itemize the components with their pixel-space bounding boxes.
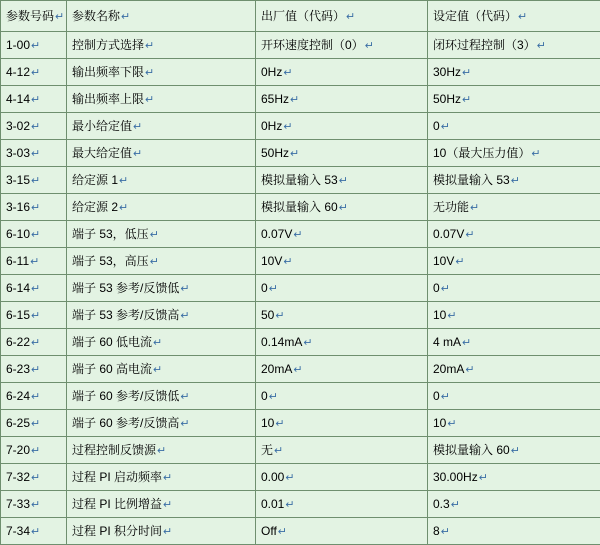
cell-setting bbox=[428, 86, 600, 113]
pilcrow-icon: ↵ bbox=[30, 202, 40, 214]
pilcrow-icon: ↵ bbox=[30, 418, 40, 430]
pilcrow-icon: ↵ bbox=[289, 148, 299, 160]
pilcrow-icon: ↵ bbox=[156, 445, 166, 457]
column-header-setting bbox=[428, 1, 600, 32]
pilcrow-icon: ↵ bbox=[510, 445, 520, 457]
pilcrow-icon: ↵ bbox=[30, 526, 40, 538]
cell-code bbox=[1, 464, 67, 491]
cell-factory-text: Off bbox=[261, 524, 277, 538]
pilcrow-icon: ↵ bbox=[364, 40, 374, 52]
pilcrow-icon: ↵ bbox=[464, 229, 474, 241]
cell-setting-text: 0 bbox=[433, 281, 440, 295]
cell-code-text: 7-20 bbox=[6, 443, 30, 457]
pilcrow-icon: ↵ bbox=[30, 337, 40, 349]
pilcrow-icon: ↵ bbox=[132, 121, 142, 133]
pilcrow-icon: ↵ bbox=[274, 418, 284, 430]
cell-name-text: 输出频率上限 bbox=[72, 92, 144, 106]
table-row bbox=[1, 275, 600, 302]
cell-setting bbox=[428, 59, 600, 86]
table-row bbox=[1, 86, 600, 113]
cell-factory-text: 无 bbox=[261, 443, 273, 457]
pilcrow-icon: ↵ bbox=[54, 11, 64, 23]
cell-factory bbox=[256, 113, 428, 140]
pilcrow-icon: ↵ bbox=[162, 499, 172, 511]
cell-code-text: 6-25 bbox=[6, 416, 30, 430]
cell-factory bbox=[256, 275, 428, 302]
cell-setting bbox=[428, 464, 600, 491]
pilcrow-icon: ↵ bbox=[144, 40, 154, 52]
pilcrow-icon: ↵ bbox=[440, 391, 450, 403]
cell-name-text: 端子 60 高电流 bbox=[72, 362, 152, 376]
cell-setting bbox=[428, 275, 600, 302]
pilcrow-icon: ↵ bbox=[152, 337, 162, 349]
pilcrow-icon: ↵ bbox=[162, 472, 172, 484]
pilcrow-icon: ↵ bbox=[179, 283, 189, 295]
pilcrow-icon: ↵ bbox=[345, 11, 355, 23]
cell-factory bbox=[256, 491, 428, 518]
cell-factory-text: 模拟量输入 60 bbox=[261, 200, 338, 214]
cell-setting-text: 50Hz bbox=[433, 92, 461, 106]
cell-code bbox=[1, 518, 67, 545]
table-row bbox=[1, 410, 600, 437]
cell-name bbox=[67, 32, 256, 59]
cell-setting bbox=[428, 329, 600, 356]
cell-code bbox=[1, 32, 67, 59]
pilcrow-icon: ↵ bbox=[179, 418, 189, 430]
cell-name bbox=[67, 356, 256, 383]
pilcrow-icon: ↵ bbox=[268, 283, 278, 295]
cell-code bbox=[1, 194, 67, 221]
cell-factory bbox=[256, 140, 428, 167]
cell-setting-text: 0.07V bbox=[433, 227, 464, 241]
cell-code-text: 6-10 bbox=[6, 227, 30, 241]
pilcrow-icon: ↵ bbox=[30, 283, 40, 295]
pilcrow-icon: ↵ bbox=[536, 40, 546, 52]
table-header-row bbox=[1, 1, 600, 32]
cell-factory-text: 0 bbox=[261, 389, 268, 403]
cell-code-text: 6-11 bbox=[6, 254, 29, 268]
cell-name-text: 端子 60 参考/反馈低 bbox=[72, 389, 179, 403]
cell-name bbox=[67, 113, 256, 140]
cell-code-text: 1-00 bbox=[6, 38, 30, 52]
pilcrow-icon: ↵ bbox=[302, 337, 312, 349]
pilcrow-icon: ↵ bbox=[284, 499, 294, 511]
pilcrow-icon: ↵ bbox=[30, 391, 40, 403]
table-row bbox=[1, 329, 600, 356]
column-header-name-text: 参数名称 bbox=[72, 9, 120, 23]
pilcrow-icon: ↵ bbox=[120, 11, 130, 23]
cell-setting-text: 模拟量输入 60 bbox=[433, 443, 510, 457]
cell-setting bbox=[428, 248, 600, 275]
cell-factory-text: 0 bbox=[261, 281, 268, 295]
pilcrow-icon: ↵ bbox=[30, 94, 40, 106]
cell-setting bbox=[428, 32, 600, 59]
cell-factory-text: 模拟量输入 53 bbox=[261, 173, 338, 187]
pilcrow-icon: ↵ bbox=[30, 229, 40, 241]
column-header-name bbox=[67, 1, 256, 32]
cell-name-text: 最小给定值 bbox=[72, 119, 132, 133]
cell-code-text: 6-23 bbox=[6, 362, 30, 376]
cell-setting-text: 30.00Hz bbox=[433, 470, 478, 484]
table-row bbox=[1, 383, 600, 410]
cell-setting bbox=[428, 491, 600, 518]
pilcrow-icon: ↵ bbox=[132, 148, 142, 160]
cell-setting-text: 20mA bbox=[433, 362, 464, 376]
pilcrow-icon: ↵ bbox=[478, 472, 488, 484]
cell-factory-text: 0.07V bbox=[261, 227, 292, 241]
pilcrow-icon: ↵ bbox=[118, 202, 128, 214]
cell-factory bbox=[256, 464, 428, 491]
cell-code-text: 3-03 bbox=[6, 146, 30, 160]
pilcrow-icon: ↵ bbox=[464, 364, 474, 376]
pilcrow-icon: ↵ bbox=[30, 310, 40, 322]
cell-factory bbox=[256, 248, 428, 275]
cell-code bbox=[1, 275, 67, 302]
column-header-code-text: 参数号码 bbox=[6, 9, 54, 23]
cell-setting bbox=[428, 140, 600, 167]
cell-factory bbox=[256, 302, 428, 329]
cell-name bbox=[67, 275, 256, 302]
pilcrow-icon: ↵ bbox=[461, 337, 471, 349]
cell-name-text: 输出频率下限 bbox=[72, 65, 144, 79]
pilcrow-icon: ↵ bbox=[461, 67, 471, 79]
cell-name bbox=[67, 410, 256, 437]
pilcrow-icon: ↵ bbox=[162, 526, 172, 538]
cell-name-text: 端子 53，高压 bbox=[72, 254, 149, 268]
cell-name bbox=[67, 59, 256, 86]
cell-factory bbox=[256, 383, 428, 410]
pilcrow-icon: ↵ bbox=[149, 229, 159, 241]
table-row bbox=[1, 437, 600, 464]
cell-factory bbox=[256, 86, 428, 113]
pilcrow-icon: ↵ bbox=[268, 391, 278, 403]
cell-setting-text: 10 bbox=[433, 416, 446, 430]
cell-factory-text: 0Hz bbox=[261, 119, 282, 133]
cell-name-text: 端子 53，低压 bbox=[72, 227, 149, 241]
cell-name bbox=[67, 194, 256, 221]
cell-code-text: 7-32 bbox=[6, 470, 30, 484]
cell-code-text: 6-15 bbox=[6, 308, 30, 322]
cell-setting bbox=[428, 356, 600, 383]
pilcrow-icon: ↵ bbox=[510, 175, 520, 187]
cell-code bbox=[1, 140, 67, 167]
pilcrow-icon: ↵ bbox=[30, 472, 40, 484]
cell-code-text: 3-02 bbox=[6, 119, 30, 133]
cell-factory bbox=[256, 221, 428, 248]
cell-factory bbox=[256, 329, 428, 356]
cell-name bbox=[67, 221, 256, 248]
cell-code bbox=[1, 86, 67, 113]
cell-name-text: 最大给定值 bbox=[72, 146, 132, 160]
cell-factory bbox=[256, 32, 428, 59]
cell-factory-text: 0.00 bbox=[261, 470, 284, 484]
pilcrow-icon: ↵ bbox=[118, 175, 128, 187]
cell-factory-text: 20mA bbox=[261, 362, 292, 376]
cell-name bbox=[67, 329, 256, 356]
table-row bbox=[1, 167, 600, 194]
cell-code bbox=[1, 356, 67, 383]
cell-code bbox=[1, 59, 67, 86]
cell-factory bbox=[256, 410, 428, 437]
pilcrow-icon: ↵ bbox=[446, 418, 456, 430]
cell-name bbox=[67, 140, 256, 167]
pilcrow-icon: ↵ bbox=[274, 310, 284, 322]
cell-factory-text: 50Hz bbox=[261, 146, 289, 160]
cell-name bbox=[67, 248, 256, 275]
cell-setting bbox=[428, 518, 600, 545]
pilcrow-icon: ↵ bbox=[454, 256, 464, 268]
cell-name bbox=[67, 437, 256, 464]
table-row bbox=[1, 194, 600, 221]
cell-name-text: 端子 53 参考/反馈低 bbox=[72, 281, 179, 295]
pilcrow-icon: ↵ bbox=[30, 175, 40, 187]
pilcrow-icon: ↵ bbox=[292, 364, 302, 376]
pilcrow-icon: ↵ bbox=[30, 364, 40, 376]
pilcrow-icon: ↵ bbox=[179, 391, 189, 403]
cell-factory-text: 50 bbox=[261, 308, 274, 322]
cell-name-text: 过程 PI 比例增益 bbox=[72, 497, 162, 511]
cell-name bbox=[67, 302, 256, 329]
pilcrow-icon: ↵ bbox=[530, 148, 540, 160]
cell-factory-text: 0Hz bbox=[261, 65, 282, 79]
cell-name bbox=[67, 464, 256, 491]
cell-name bbox=[67, 518, 256, 545]
cell-name bbox=[67, 491, 256, 518]
pilcrow-icon: ↵ bbox=[282, 67, 292, 79]
pilcrow-icon: ↵ bbox=[30, 445, 40, 457]
cell-setting bbox=[428, 167, 600, 194]
cell-code bbox=[1, 167, 67, 194]
cell-setting-text: 模拟量输入 53 bbox=[433, 173, 510, 187]
cell-setting-text: 0 bbox=[433, 389, 440, 403]
pilcrow-icon: ↵ bbox=[29, 256, 39, 268]
pilcrow-icon: ↵ bbox=[440, 526, 450, 538]
cell-setting-text: 无功能 bbox=[433, 200, 469, 214]
cell-name-text: 过程 PI 启动频率 bbox=[72, 470, 162, 484]
pilcrow-icon: ↵ bbox=[30, 499, 40, 511]
cell-setting-text: 10（最大压力值） bbox=[433, 146, 530, 160]
pilcrow-icon: ↵ bbox=[30, 148, 40, 160]
cell-setting-text: 闭环过程控制（3） bbox=[433, 38, 536, 52]
pilcrow-icon: ↵ bbox=[517, 11, 527, 23]
pilcrow-icon: ↵ bbox=[30, 121, 40, 133]
cell-setting-text: 10V bbox=[433, 254, 454, 268]
cell-code-text: 3-16 bbox=[6, 200, 30, 214]
cell-name-text: 控制方式选择 bbox=[72, 38, 144, 52]
cell-setting-text: 30Hz bbox=[433, 65, 461, 79]
cell-code bbox=[1, 302, 67, 329]
pilcrow-icon: ↵ bbox=[461, 94, 471, 106]
cell-name-text: 过程控制反馈源 bbox=[72, 443, 156, 457]
cell-factory-text: 开环速度控制（0） bbox=[261, 38, 364, 52]
cell-setting-text: 0 bbox=[433, 119, 440, 133]
cell-name bbox=[67, 383, 256, 410]
pilcrow-icon: ↵ bbox=[152, 364, 162, 376]
pilcrow-icon: ↵ bbox=[273, 445, 283, 457]
cell-factory-text: 65Hz bbox=[261, 92, 289, 106]
cell-code bbox=[1, 491, 67, 518]
pilcrow-icon: ↵ bbox=[277, 526, 287, 538]
cell-code bbox=[1, 221, 67, 248]
cell-code bbox=[1, 437, 67, 464]
pilcrow-icon: ↵ bbox=[469, 202, 479, 214]
cell-factory bbox=[256, 518, 428, 545]
cell-setting-text: 4 mA bbox=[433, 335, 461, 349]
pilcrow-icon: ↵ bbox=[440, 283, 450, 295]
table-row bbox=[1, 221, 600, 248]
cell-code bbox=[1, 410, 67, 437]
table-row bbox=[1, 140, 600, 167]
cell-setting bbox=[428, 437, 600, 464]
cell-name-text: 端子 60 参考/反馈高 bbox=[72, 416, 179, 430]
cell-code bbox=[1, 329, 67, 356]
table-row bbox=[1, 59, 600, 86]
cell-code-text: 7-34 bbox=[6, 524, 30, 538]
cell-code-text: 6-14 bbox=[6, 281, 30, 295]
cell-name-text: 端子 60 低电流 bbox=[72, 335, 152, 349]
pilcrow-icon: ↵ bbox=[440, 121, 450, 133]
pilcrow-icon: ↵ bbox=[292, 229, 302, 241]
cell-name-text: 给定源 2 bbox=[72, 200, 118, 214]
table-row bbox=[1, 302, 600, 329]
cell-factory-text: 0.14mA bbox=[261, 335, 302, 349]
cell-factory bbox=[256, 167, 428, 194]
pilcrow-icon: ↵ bbox=[450, 499, 460, 511]
table-body bbox=[1, 1, 600, 545]
pilcrow-icon: ↵ bbox=[282, 121, 292, 133]
cell-factory bbox=[256, 437, 428, 464]
table-row bbox=[1, 518, 600, 545]
table-row bbox=[1, 113, 600, 140]
column-header-factory-text: 出厂值（代码） bbox=[261, 9, 345, 23]
cell-setting-text: 10 bbox=[433, 308, 446, 322]
cell-factory bbox=[256, 356, 428, 383]
pilcrow-icon: ↵ bbox=[144, 94, 154, 106]
column-header-setting-text: 设定值（代码） bbox=[433, 9, 517, 23]
pilcrow-icon: ↵ bbox=[30, 67, 40, 79]
cell-setting bbox=[428, 194, 600, 221]
cell-setting bbox=[428, 221, 600, 248]
cell-code bbox=[1, 248, 67, 275]
pilcrow-icon: ↵ bbox=[179, 310, 189, 322]
cell-setting bbox=[428, 383, 600, 410]
cell-setting bbox=[428, 410, 600, 437]
column-header-code bbox=[1, 1, 67, 32]
cell-setting-text: 0.3 bbox=[433, 497, 450, 511]
cell-factory-text: 10V bbox=[261, 254, 282, 268]
cell-code-text: 4-12 bbox=[6, 65, 30, 79]
cell-setting bbox=[428, 113, 600, 140]
cell-factory bbox=[256, 59, 428, 86]
table-row bbox=[1, 491, 600, 518]
cell-code-text: 6-24 bbox=[6, 389, 30, 403]
table-row bbox=[1, 32, 600, 59]
pilcrow-icon: ↵ bbox=[282, 256, 292, 268]
cell-code-text: 7-33 bbox=[6, 497, 30, 511]
cell-factory-text: 10 bbox=[261, 416, 274, 430]
cell-factory bbox=[256, 194, 428, 221]
pilcrow-icon: ↵ bbox=[338, 202, 348, 214]
pilcrow-icon: ↵ bbox=[284, 472, 294, 484]
pilcrow-icon: ↵ bbox=[149, 256, 159, 268]
cell-factory-text: 0.01 bbox=[261, 497, 284, 511]
table-row bbox=[1, 464, 600, 491]
pilcrow-icon: ↵ bbox=[30, 40, 40, 52]
cell-name-text: 给定源 1 bbox=[72, 173, 118, 187]
cell-code-text: 4-14 bbox=[6, 92, 30, 106]
cell-name bbox=[67, 167, 256, 194]
cell-name-text: 过程 PI 积分时间 bbox=[72, 524, 162, 538]
pilcrow-icon: ↵ bbox=[338, 175, 348, 187]
cell-code-text: 3-15 bbox=[6, 173, 30, 187]
cell-setting-text: 8 bbox=[433, 524, 440, 538]
cell-code bbox=[1, 113, 67, 140]
pilcrow-icon: ↵ bbox=[144, 67, 154, 79]
pilcrow-icon: ↵ bbox=[446, 310, 456, 322]
cell-setting bbox=[428, 302, 600, 329]
cell-name bbox=[67, 86, 256, 113]
table-row bbox=[1, 248, 600, 275]
column-header-factory bbox=[256, 1, 428, 32]
cell-code bbox=[1, 383, 67, 410]
cell-code-text: 6-22 bbox=[6, 335, 30, 349]
table-row bbox=[1, 356, 600, 383]
cell-name-text: 端子 53 参考/反馈高 bbox=[72, 308, 179, 322]
pilcrow-icon: ↵ bbox=[289, 94, 299, 106]
